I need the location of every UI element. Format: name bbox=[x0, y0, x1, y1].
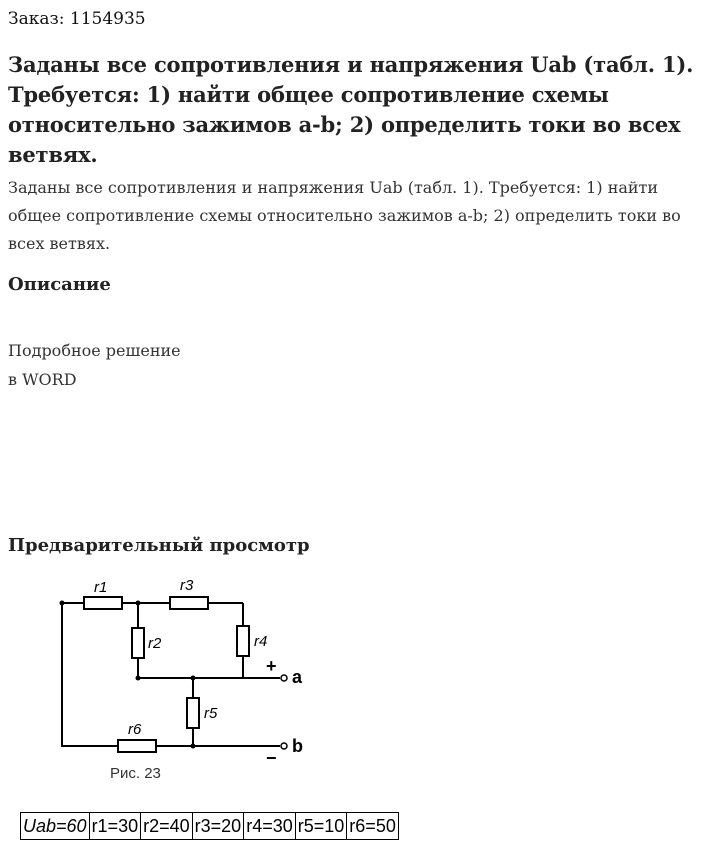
label-r6: r6 bbox=[128, 721, 142, 738]
task-title: Заданы все сопротивления и напряжения Uab (табл. 1). Требуется: 1) найти общее сопротивление схемы относительно зажимов а-b; 2) определить токи во всех ветвях. bbox=[8, 52, 694, 167]
resistor-r1 bbox=[84, 597, 122, 609]
label-b: b bbox=[292, 736, 303, 756]
label-r3: r3 bbox=[180, 577, 194, 594]
circuit-diagram bbox=[40, 568, 330, 790]
resistor-r6 bbox=[118, 740, 156, 752]
resistor-r4 bbox=[237, 626, 249, 656]
terminal-b bbox=[281, 743, 287, 749]
preview-heading: Предварительный просмотр bbox=[8, 535, 310, 556]
figure-caption: Рис. 23 bbox=[110, 765, 161, 782]
terminal-a bbox=[281, 675, 287, 681]
description-line: в WORD bbox=[8, 370, 77, 389]
description-heading: Описание bbox=[8, 274, 111, 295]
label-r5: r5 bbox=[204, 705, 218, 722]
task-summary: Заданы все сопротивления и напряжения Uab (табл. 1). Требуется: 1) найти общее сопротивление схемы относительно зажимов а-b; 2) определить токи во всех ветвях. bbox=[8, 178, 681, 253]
param-r1: r1=30 bbox=[89, 813, 141, 840]
param-r2: r2=40 bbox=[141, 813, 193, 840]
param-r5: r5=10 bbox=[295, 813, 347, 840]
minus-sign: − bbox=[266, 748, 277, 768]
param-r3: r3=20 bbox=[192, 813, 244, 840]
table-row bbox=[21, 813, 399, 840]
label-r1: r1 bbox=[94, 579, 108, 596]
label-a: a bbox=[292, 667, 303, 687]
order-number: Заказ: 1154935 bbox=[8, 9, 146, 29]
param-uab: Uab=60 bbox=[21, 813, 90, 840]
param-r6: r6=50 bbox=[347, 813, 399, 840]
description-body bbox=[8, 336, 181, 394]
description-line: Подробное решение bbox=[8, 341, 181, 360]
resistor-r3 bbox=[170, 597, 208, 609]
label-r2: r2 bbox=[148, 635, 162, 652]
label-r4: r4 bbox=[254, 633, 268, 650]
parameters-table bbox=[20, 812, 399, 840]
resistor-r2 bbox=[132, 628, 144, 658]
param-r4: r4=30 bbox=[244, 813, 296, 840]
plus-sign: + bbox=[266, 656, 277, 676]
resistor-r5 bbox=[187, 698, 199, 728]
